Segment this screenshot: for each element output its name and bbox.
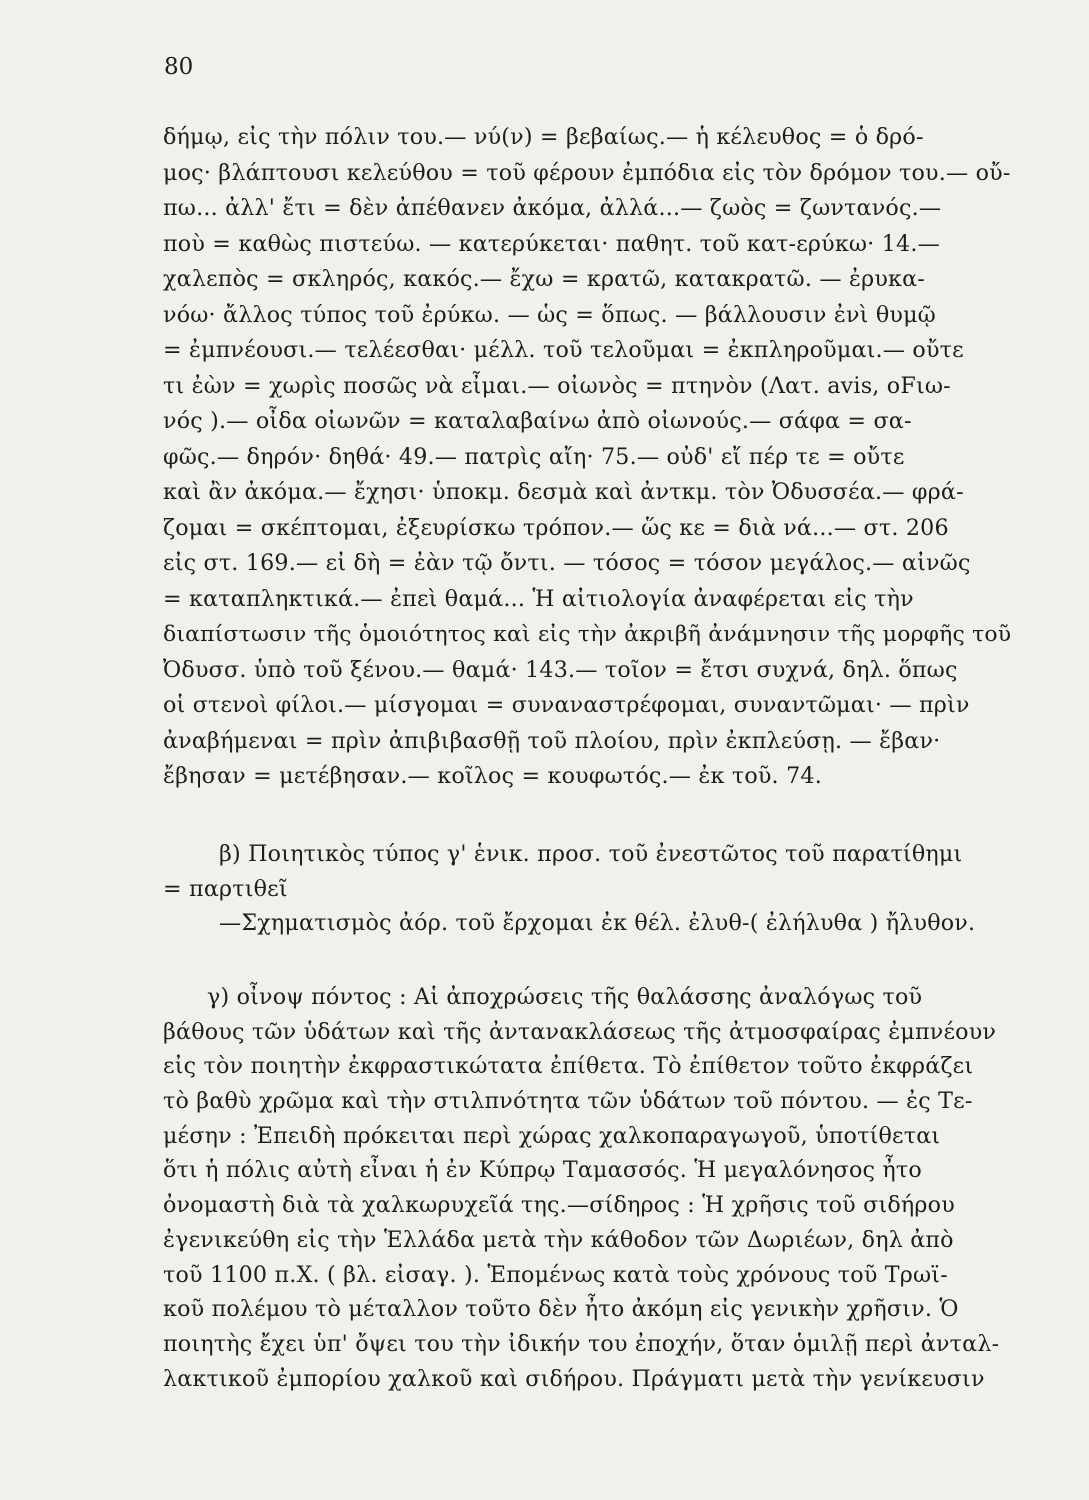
text-line: εἰς στ. 169.— εἰ δὴ = ἐὰν τῷ ὄντι. — τόσος = τόσον μεγάλος.— αἰνῶς [163,550,971,576]
text-line: κοῦ πολέμου τὸ μέταλλον τοῦτο δὲν ἦτο ἀκόμη εἰς γενικὴν χρῆσιν. Ὁ [163,1296,959,1323]
text-line: β) Ποιητικὸς τύπος γ' ἑνικ. προσ. τοῦ ἐνεστῶτος τοῦ παρατίθημι [219,841,963,867]
text-line: λακτικοῦ ἐμπορίου χαλκοῦ καὶ σιδήρου. Πράγματι μετὰ τὴν γενίκευσιν [163,1365,985,1392]
text-line: = ἐμπνέουσι.— τελέεσθαι· μέλλ. τοῦ τελοῦμαι = ἐκπληροῦμαι.— οὔτε [163,337,964,363]
text-line: ἐγενικεύθη εἰς τὴν Ἑλλάδα μετὰ τὴν κάθοδον τῶν Δωριέων, δηλ ἀπὸ [163,1226,954,1253]
text-line: καὶ ἂν ἀκόμα.— ἔχησι· ὑποκμ. δεσμὰ καὶ ἀντκμ. τὸν Ὀδυσσέα.— φρά- [163,479,964,505]
text-line: διαπίστωσιν τῆς ὁμοιότητος καὶ εἰς τὴν ἀκριβῆ ἀνάμνησιν τῆς μορφῆς τοῦ [163,622,1012,647]
page-number: 80 [164,54,194,80]
text-line: νόω· ἄλλος τύπος τοῦ ἐρύκω. — ὡς = ὅπως. — βάλλουσιν ἐνὶ θυμῷ [163,301,936,328]
text-line: μος· βλάπτουσι κελεύθου = τοῦ φέρουν ἐμπόδια εἰς τὸν δρόμον του.— οὔ- [163,159,1011,186]
text-line: χαλεπὸς = σκληρός, κακός.— ἔχω = κρατῶ, κατακρατῶ. — ἐρυκα- [163,266,925,292]
text-line: ποὺ = καθὼς πιστεύω. — κατερύκεται· παθητ. τοῦ κατ-ερύκω· 14.— [163,230,940,257]
text-line: ὅτι ἡ πόλις αὐτὴ εἶναι ἡ ἐν Κύπρῳ Ταμασσός. Ἡ μεγαλόνησος ἦτο [163,1157,922,1184]
text-line: = παρτιθεῖ [163,875,288,902]
text-line: φῶς.— δηρόν· δηθά· 49.— πατρὶς αἴη· 75.— οὐδ' εἴ πέρ τε = οὔτε [163,443,905,470]
text-line: νός ).— οἶδα οἰωνῶν = καταλαβαίνω ἀπὸ οἰωνούς.— σάφα = σα- [163,408,912,434]
vocabulary-notes [163,120,1016,795]
text-line: = καταπληκτικά.— ἐπεὶ θαμά... Ἡ αἰτιολογία ἀναφέρεται εἰς τὴν [163,585,914,612]
text-line: ἀναβήμεναι = πρὶν ἀπιβιβασθῇ τοῦ πλοίου, πρὶν ἐκπλεύσῃ. — ἔβαν· [163,727,941,754]
text-line: εἰς τὸν ποιητὴν ἐκφραστικώτατα ἐπίθετα. Τὸ ἐπίθετον τοῦτο ἐκφράζει [163,1053,974,1080]
text-line: ὀνομαστὴ διὰ τὰ χαλκωρυχεῖά της.—σίδηρος : Ἡ χρῆσις τοῦ σιδήρου [163,1192,955,1219]
text-line: ποιητὴς ἔχει ὑπ' ὄψει του τὴν ἰδικήν του ἐποχήν, ὅταν ὁμιλῇ περὶ ἀνταλ- [163,1330,1000,1357]
text-line: τοῦ 1100 π.Χ. ( βλ. εἰσαγ. ). Ἑπομένως κατὰ τοὺς χρόνους τοῦ Τρωϊ- [163,1261,948,1288]
text-line: —Σχηματισμὸς ἀόρ. τοῦ ἔρχομαι ἐκ θέλ. ἐλυθ-( ἐλήλυθα ) ἤλυθον. [219,910,976,936]
text-line: δήμῳ, εἰς τὴν πόλιν του.— νύ(ν) = βεβαίως.— ἡ κέλευθος = ὁ δρό- [163,124,924,150]
text-line: ἔβησαν = μετέβησαν.— κοῖλος = κουφωτός.— ἐκ τοῦ. 74. [163,763,822,789]
note-beta [163,837,1016,941]
text-line: μέσην : Ἐπειδὴ πρόκειται περὶ χώρας χαλκοπαραγωγοῦ, ὑποτίθεται [163,1122,941,1149]
text-line: τὸ βαθὺ χρῶμα καὶ τὴν στιλπνότητα τῶν ὑδάτων τοῦ πόντου. — ἐς Τε- [163,1088,973,1115]
text-line: Ὀδυσσ. ὑπὸ τοῦ ξένου.— θαμά· 143.— τοῖον = ἔτσι συχνά, δηλ. ὅπως [163,656,958,683]
text-line: ζομαι = σκέπτομαι, ἐξευρίσκω τρόπον.— ὥς κε = διὰ νά...— στ. 206 [163,514,949,541]
text-line: τι ἐὼν = χωρὶς ποσῶς νὰ εἶμαι.— οἰωνὸς = πτηνὸν (Λατ. avis, οFιω- [163,372,951,399]
text-line: πω... ἀλλ' ἔτι = δὲν ἀπέθανεν ἀκόμα, ἀλλά...— ζωὸς = ζωντανός.— [163,195,942,221]
text-line: οἱ στενοὶ φίλοι.— μίσγομαι = συναναστρέφομαι, συναντῶμαι· — πρὶν [163,692,970,718]
note-gamma [163,980,1016,1396]
text-line: βάθους τῶν ὑδάτων καὶ τῆς ἀντανακλάσεως τῆς ἀτμοσφαίρας ἐμπνέουν [163,1018,997,1045]
text-line: γ) οἶνοψ πόντος : Αἱ ἀποχρώσεις τῆς θαλάσσης ἀναλόγως τοῦ [207,984,923,1010]
